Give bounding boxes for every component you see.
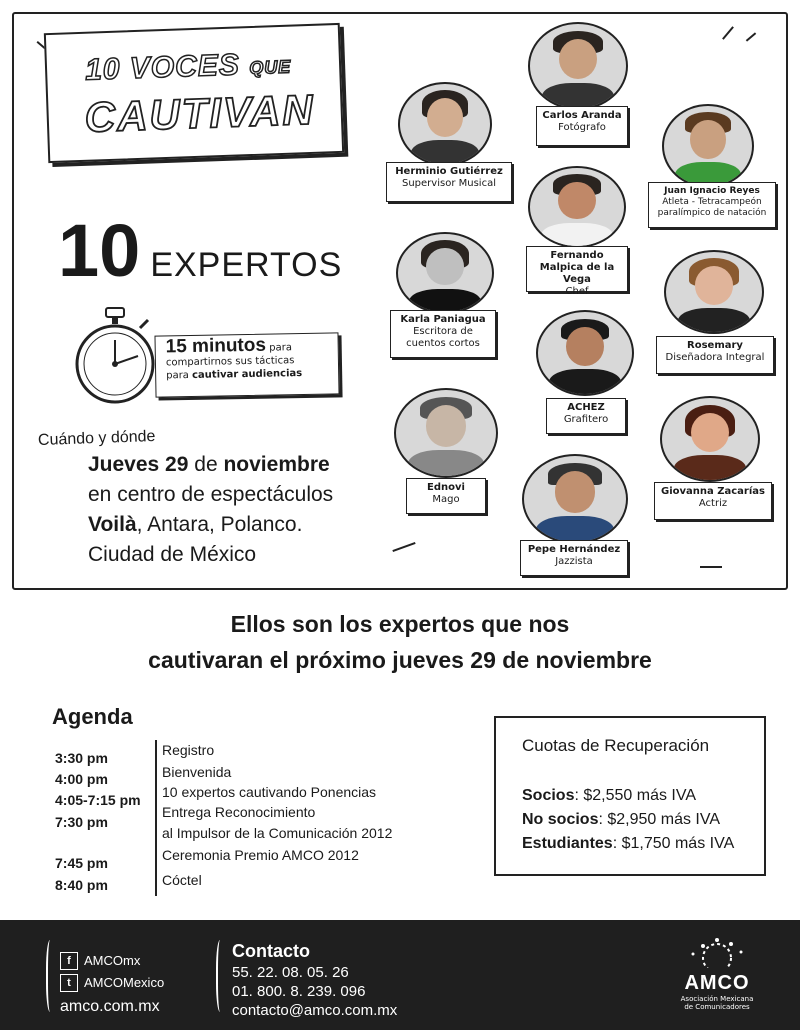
expert-photo	[528, 22, 628, 110]
expert-photo	[660, 396, 760, 482]
expert-photo	[394, 388, 498, 478]
twitter-link[interactable]: t AMCOMexico	[60, 972, 164, 994]
amco-logo	[672, 934, 762, 1011]
agenda-event: al Impulsor de la Comunicación 2012	[162, 825, 393, 841]
sketch-doodle	[700, 566, 722, 568]
agenda-time: 7:30 pm	[55, 814, 108, 830]
event-title-box	[44, 23, 344, 163]
expert-label: Rosemary Diseñadora Integral	[656, 336, 774, 374]
contact-email[interactable]: contacto@amco.com.mx	[232, 1002, 398, 1019]
experts-count: 10	[58, 209, 141, 292]
agenda-time: 4:05-7:15 pm	[55, 792, 141, 808]
agenda-time: 3:30 pm	[55, 750, 108, 766]
fee-row: Socios: $2,550 más IVA	[522, 787, 697, 804]
experts-heading	[58, 208, 342, 293]
event-date-line: Jueves 29 de noviembre	[88, 453, 330, 476]
event-title-line1: 10 VOCES QUE	[84, 48, 292, 87]
agenda-event: 10 expertos cautivando Ponencias	[162, 784, 377, 800]
agenda-event: Registro	[162, 742, 215, 758]
contact-title: Contacto	[232, 941, 310, 961]
expert-label: Karla Paniagua Escritora de cuentos cortos	[390, 310, 496, 358]
experts-headline: Ellos son los expertos que nos cautivaran el próximo jueves 29 de noviembre	[148, 611, 652, 673]
facebook-link[interactable]: f AMCOmx	[60, 950, 164, 972]
stopwatch-icon	[70, 306, 160, 406]
expert-photo	[522, 454, 628, 544]
footer-divider	[46, 940, 56, 1012]
agenda-title: Agenda	[52, 704, 133, 729]
experts-word: EXPERTOS	[150, 246, 343, 284]
fee-row: No socios: $2,950 más IVA	[522, 811, 721, 828]
event-venue-line: en centro de espectáculos	[88, 483, 334, 506]
event-location-block	[88, 450, 333, 570]
event-city-line: Ciudad de México	[88, 543, 257, 566]
event-place-line: Voilà, Antara, Polanco.	[88, 513, 303, 536]
agenda-event: Cóctel	[162, 872, 202, 888]
website-link[interactable]: amco.com.mx	[60, 998, 160, 1015]
amco-logo-mark-icon	[677, 934, 757, 968]
agenda-event: Bienvenida	[162, 764, 232, 780]
minutes-info-box: 15 minutos para compartirnos sus tácticas para cautivar audiencias	[154, 332, 339, 397]
fees-box	[494, 716, 766, 876]
contact-phone[interactable]: 01. 800. 8. 239. 096	[232, 983, 366, 1000]
contact-phone[interactable]: 55. 22. 08. 05. 26	[232, 964, 349, 981]
twitter-icon: t	[60, 974, 78, 992]
agenda-time: 8:40 pm	[55, 877, 108, 893]
expert-photo	[398, 82, 492, 166]
agenda-event: Entrega Reconocimiento	[162, 804, 316, 820]
expert-photo	[396, 232, 494, 314]
expert-label: Fernando Malpica de la Vega Chef	[526, 246, 628, 292]
logo-subtitle: de Comunicadores	[684, 1003, 750, 1011]
expert-label: Ednovi Mago	[406, 478, 486, 514]
expert-label: Giovanna Zacarías Actriz	[654, 482, 772, 520]
agenda-time: 4:00 pm	[55, 771, 108, 787]
footer-divider	[216, 940, 226, 1012]
agenda-divider	[155, 740, 157, 896]
agenda-event: Ceremonia Premio AMCO 2012	[162, 847, 359, 863]
expert-label: Carlos Aranda Fotógrafo	[536, 106, 628, 146]
expert-photo	[662, 104, 754, 188]
facebook-icon: f	[60, 952, 78, 970]
expert-label: ACHEZ Grafitero	[546, 398, 626, 434]
agenda-time: 7:45 pm	[55, 855, 108, 871]
expert-photo	[536, 310, 634, 396]
expert-label: Juan Ignacio Reyes Atleta - Tetracampeón paralímpico de natación	[648, 182, 776, 228]
when-where-label: Cuándo y dónde	[37, 427, 156, 450]
logo-subtitle: Asociación Mexicana	[680, 995, 754, 1003]
expert-photo	[528, 166, 626, 248]
expert-label: Pepe Hernández Jazzista	[520, 540, 628, 576]
contact-block	[232, 942, 397, 1020]
expert-photo	[664, 250, 764, 334]
event-title-line2: CAUTIVAN	[83, 85, 316, 141]
footer	[0, 920, 800, 1030]
expert-label: Herminio Gutiérrez Supervisor Musical	[386, 162, 512, 202]
fees-title: Cuotas de Recuperación	[522, 736, 710, 755]
logo-name: AMCO	[684, 972, 750, 994]
social-links	[60, 950, 164, 1018]
fee-row: Estudiantes: $1,750 más IVA	[522, 835, 735, 852]
